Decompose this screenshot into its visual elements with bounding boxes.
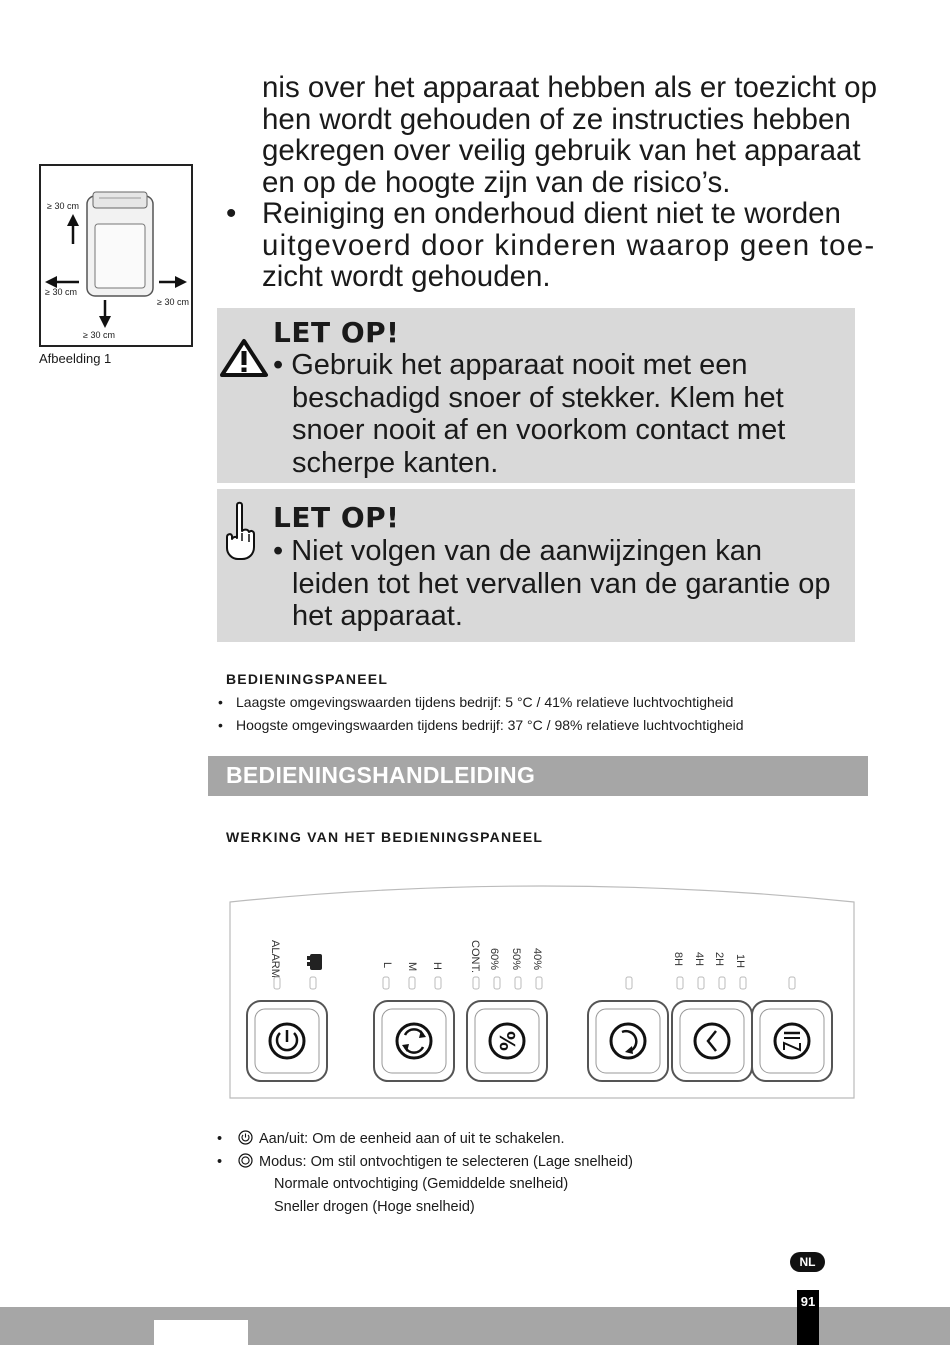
intro-line: hen wordt gehouden of ze instructies hebben — [262, 102, 851, 136]
bullet-icon: • — [226, 197, 237, 230]
clearance-label-right: ≥ 30 cm — [157, 297, 189, 307]
bullet-icon: • — [218, 716, 223, 733]
control-descriptions — [217, 1128, 633, 1218]
bullet-icon: • — [273, 535, 292, 567]
warning-line: beschadigd snoer of stekker. Klem het — [292, 381, 784, 414]
list-item: • Hoogste omgevingswaarden tijdens bedrijf: 37 °C / 98% relatieve luchtvochtigheid — [218, 714, 744, 737]
warning-line: scherpe kanten. — [292, 446, 499, 479]
warning-text — [273, 349, 853, 479]
pointing-hand-icon — [223, 501, 257, 563]
caution-line: het apparaat. — [292, 600, 463, 632]
banner-title: BEDIENINGSHANDLEIDING — [226, 762, 536, 788]
list-item: • Laagste omgevingswaarden tijdens bedrijf: 5 °C / 41% relatieve luchtvochtigheid — [218, 691, 744, 714]
caution-box — [217, 489, 855, 642]
intro-line: gekregen over veilig gebruik van het apparaat — [262, 134, 861, 167]
clearance-figure — [39, 164, 193, 347]
intro-bullet-line: • Reiniging en onderhoud dient niet te worden — [226, 197, 841, 230]
indicator-label-1h: 1H — [734, 954, 746, 969]
dehumidifier-illustration — [41, 166, 191, 345]
indicator-label-2h: 2H — [713, 952, 725, 967]
indicator-label-4h: 4H — [693, 952, 705, 967]
power-icon — [238, 1130, 253, 1145]
indicator-label-60: 60% — [488, 948, 500, 971]
caution-line: leiden tot het vervallen van de garantie op — [292, 567, 831, 600]
swing-button[interactable] — [588, 1001, 668, 1081]
timer-button[interactable] — [672, 1001, 752, 1081]
caution-title: LET OP! — [273, 501, 400, 534]
list-subline: Normale ontvochtiging (Gemiddelde snelheid) — [274, 1176, 569, 1192]
indicator-label-h: H — [431, 962, 443, 970]
svg-text:%: % — [495, 1030, 519, 1052]
language-badge: NL — [790, 1252, 825, 1272]
intro-text — [226, 71, 882, 293]
clearance-label-left: ≥ 30 cm — [45, 287, 77, 297]
footer-tab — [154, 1320, 248, 1345]
indicator-label-8h: 8H — [672, 952, 684, 967]
warning-line: snoer nooit af en voorkom contact met — [292, 414, 786, 446]
warning-triangle-icon — [219, 338, 269, 378]
warning-title: LET OP! — [273, 316, 400, 349]
mode-icon — [238, 1153, 253, 1168]
clearance-label-bottom: ≥ 30 cm — [83, 330, 115, 340]
intro-line: en op de hoogte zijn van de risico’s. — [262, 165, 731, 199]
caution-text — [273, 535, 853, 633]
bullet-icon: • — [273, 349, 292, 381]
bullet-icon: • — [217, 1131, 223, 1147]
indicator-label-40: 40% — [531, 948, 543, 971]
warning-line: • Gebruik het apparaat nooit met een — [273, 349, 748, 381]
intro-bullet-line: zicht wordt gehouden. — [262, 260, 551, 293]
list-item: • Modus: Om stil ontvochtigen te selecteren (Lage snelheid) — [217, 1151, 633, 1174]
section-heading: BEDIENINGSPANEEL — [226, 671, 389, 687]
clearance-label-top: ≥ 30 cm — [47, 201, 79, 211]
mode-button[interactable] — [374, 1001, 454, 1081]
section-banner — [208, 756, 868, 796]
ambient-conditions-list — [218, 691, 744, 736]
warning-box — [217, 308, 855, 483]
control-panel-diagram — [226, 880, 858, 1102]
bullet-icon: • — [217, 1153, 223, 1170]
ion-button[interactable] — [752, 1001, 832, 1081]
indicator-label-50: 50% — [510, 948, 522, 971]
intro-line: nis over het apparaat hebben als er toezicht op — [262, 71, 877, 104]
list-item: • Aan/uit: Om de eenheid aan of uit te schakelen. — [217, 1128, 633, 1151]
humidity-button[interactable] — [467, 1001, 547, 1081]
intro-bullet-line: uitgevoerd door kinderen waarop geen toe- — [262, 228, 876, 262]
indicator-label-cont: CONT. — [469, 940, 481, 973]
list-subline: Sneller drogen (Hoge snelheid) — [274, 1198, 475, 1215]
page-number: 91 — [797, 1290, 819, 1345]
indicator-label-l: L — [381, 962, 393, 969]
caution-line: • Niet volgen van de aanwijzingen kan — [273, 535, 762, 567]
power-button[interactable] — [247, 1001, 327, 1081]
indicator-label-alarm: ALARM — [269, 940, 281, 978]
figure-caption: Afbeelding 1 — [39, 351, 112, 366]
indicator-label-m: M — [406, 962, 418, 972]
subsection-heading: WERKING VAN HET BEDIENINGSPANEEL — [226, 829, 544, 845]
bullet-icon: • — [218, 694, 223, 710]
